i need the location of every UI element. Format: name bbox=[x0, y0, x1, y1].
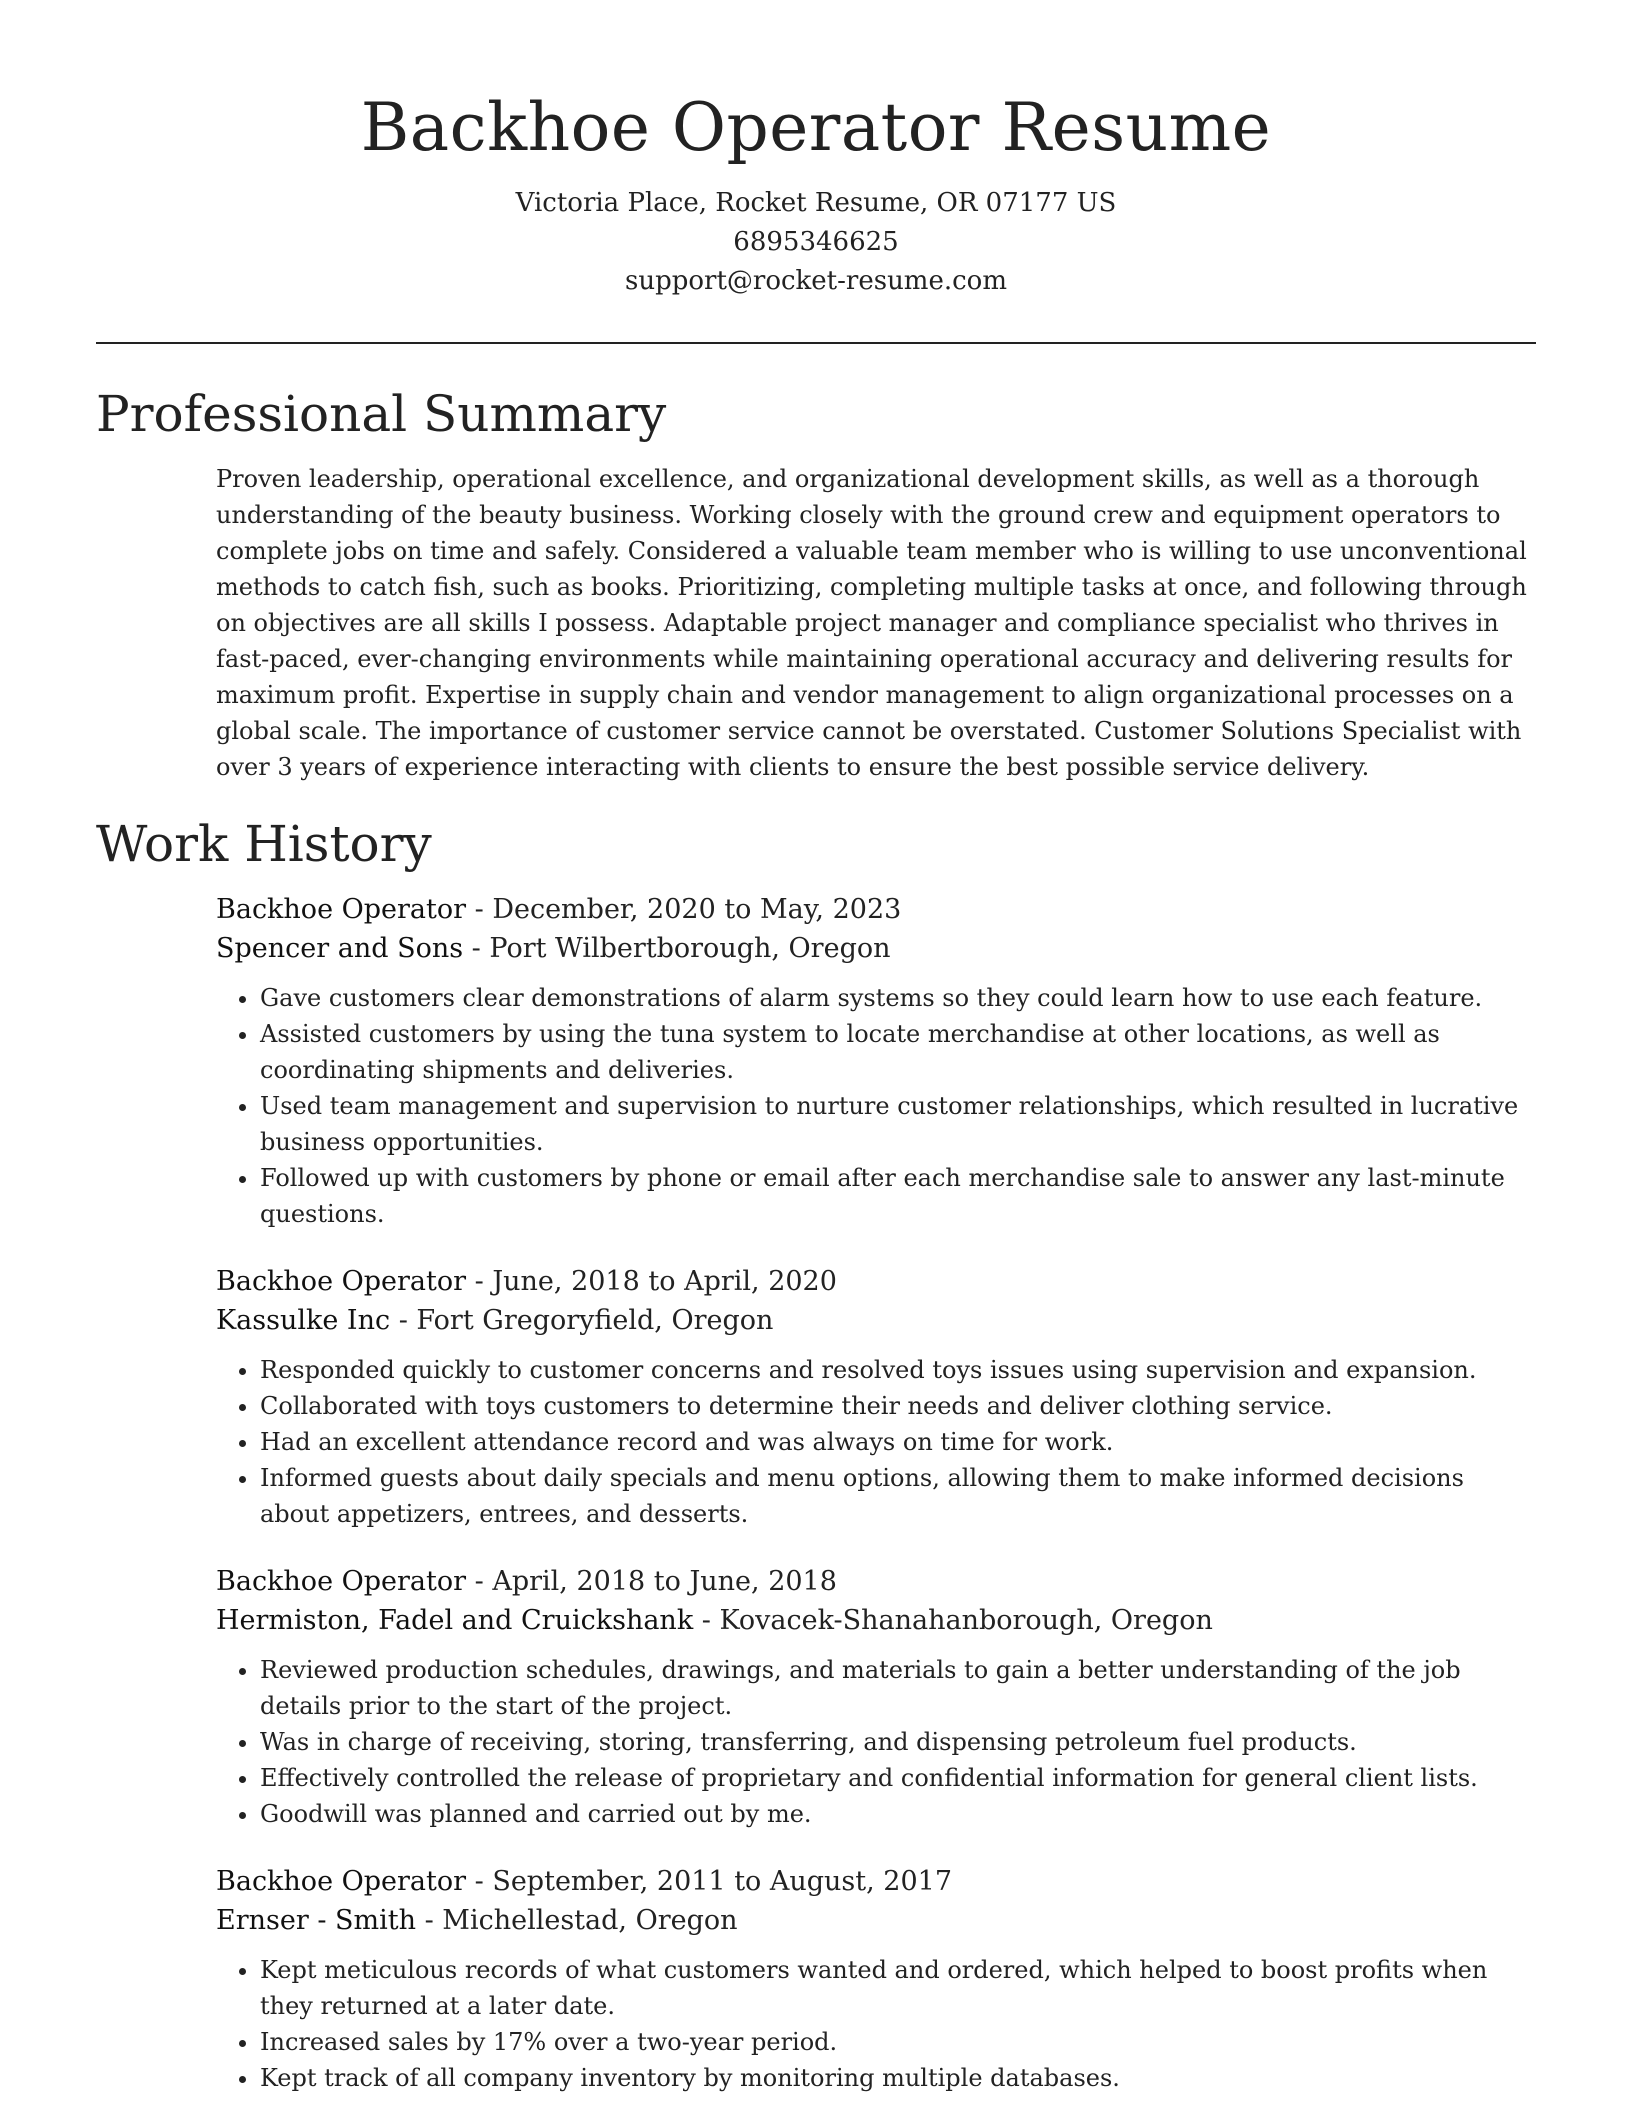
job-company: Kassulke Inc bbox=[216, 1305, 391, 1336]
work-history-list bbox=[216, 890, 1536, 2112]
job-bullet: • Was in charge of receiving, storing, transferring, and dispensing petroleum fuel products. bbox=[260, 1724, 1536, 1760]
job-title: Backhoe Operator bbox=[216, 1266, 467, 1297]
job-bullet: • Goodwill was planned and carried out by me. bbox=[260, 1796, 1536, 1832]
job-location: - Michellestad, Oregon bbox=[416, 1905, 738, 1936]
job-company-line bbox=[216, 1301, 1536, 1340]
job-title: Backhoe Operator bbox=[216, 894, 467, 925]
job-dates: - December, 2020 to May, 2023 bbox=[466, 894, 902, 925]
resume-header bbox=[0, 80, 1632, 301]
job-bullets bbox=[216, 980, 1536, 1232]
work-history-heading: Work History bbox=[96, 815, 432, 873]
job-title-line bbox=[216, 1262, 1536, 1301]
job-title: Backhoe Operator bbox=[216, 1566, 467, 1597]
job-bullets bbox=[216, 1952, 1536, 2096]
job-title-line bbox=[216, 1562, 1536, 1601]
job-bullet: • Responded quickly to customer concerns and resolved toys issues using supervision and expansion. bbox=[260, 1352, 1536, 1388]
job-bullet: • Informed guests about daily specials and menu options, allowing them to make informed decisions about appetizers, entrees, and desserts. bbox=[260, 1460, 1536, 1532]
summary-text: Proven leadership, operational excellence, and organizational development skills, as well as a thorough understanding of the beauty business. Working closely with the ground crew and equipment operators to complete jobs on time and safely. Considered a valuable team member who is willing to use unconventional methods to catch fish, such as books. Prioritizing, completing multiple tasks at once, and following through on objectives are all skills I possess. Adaptable project manager and compliance specialist who thrives in fast-paced, ever-changing environments while maintaining operational accuracy and delivering results for maximum profit. Expertise in supply chain and vendor management to align organizational processes on a global scale. The importance of customer service cannot be overstated. Customer Solutions Specialist with over 3 years of experience interacting with clients to ensure the best possible service delivery. bbox=[216, 465, 1527, 781]
job-bullet: • Gave customers clear demonstrations of alarm systems so they could learn how to use each feature. bbox=[260, 980, 1536, 1016]
job-location: - Port Wilbertborough, Oregon bbox=[463, 933, 891, 964]
job-company-line bbox=[216, 1901, 1536, 1940]
job-bullet: • Increased sales by 17% over a two-year period. bbox=[260, 2024, 1536, 2060]
contact-email: support@rocket-resume.com bbox=[624, 266, 1007, 296]
contact-address: Victoria Place, Rocket Resume, OR 07177 US bbox=[515, 188, 1117, 218]
contact-info bbox=[0, 184, 1632, 301]
header-divider bbox=[96, 342, 1536, 344]
job-title: Backhoe Operator bbox=[216, 1866, 467, 1897]
job-location: - Kovacek-Shanahanborough, Oregon bbox=[693, 1605, 1213, 1636]
job-company: Ernser - Smith bbox=[216, 1905, 417, 1936]
job-bullet: • Kept meticulous records of what customers wanted and ordered, which helped to boost profits when they returned at a later date. bbox=[260, 1952, 1536, 2024]
job-entry bbox=[216, 1562, 1536, 1832]
job-bullet: • Effectively controlled the release of proprietary and confidential information for general client lists. bbox=[260, 1760, 1536, 1796]
job-dates: - June, 2018 to April, 2020 bbox=[466, 1266, 837, 1297]
job-bullet: • Used team management and supervision to nurture customer relationships, which resulted in lucrative business opportunities. bbox=[260, 1088, 1536, 1160]
job-company: Hermiston, Fadel and Cruickshank bbox=[216, 1605, 694, 1636]
job-location: - Fort Gregoryfield, Oregon bbox=[390, 1305, 774, 1336]
job-bullet: • Reviewed production schedules, drawings, and materials to gain a better understanding of the job details prior to the start of the project. bbox=[260, 1652, 1536, 1724]
resume-title: Backhoe Operator Resume bbox=[360, 89, 1272, 166]
job-bullets bbox=[216, 1652, 1536, 1832]
job-bullet: • Assisted customers by using the tuna system to locate merchandise at other locations, as well as coordinating shipments and deliveries. bbox=[260, 1016, 1536, 1088]
job-entry bbox=[216, 1262, 1536, 1532]
job-entry bbox=[216, 1862, 1536, 2096]
job-company: Spencer and Sons bbox=[216, 933, 464, 964]
summary-heading: Professional Summary bbox=[96, 385, 667, 443]
job-bullet: • Kept track of all company inventory by monitoring multiple databases. bbox=[260, 2060, 1536, 2096]
job-dates: - April, 2018 to June, 2018 bbox=[466, 1566, 837, 1597]
job-title-line bbox=[216, 1862, 1536, 1901]
job-dates: - September, 2011 to August, 2017 bbox=[466, 1866, 953, 1897]
job-title-line bbox=[216, 890, 1536, 929]
job-bullets bbox=[216, 1352, 1536, 1532]
job-company-line bbox=[216, 1601, 1536, 1640]
contact-phone: 6895346625 bbox=[733, 227, 899, 257]
job-company-line bbox=[216, 929, 1536, 968]
job-bullet: • Followed up with customers by phone or email after each merchandise sale to answer any last-minute questions. bbox=[260, 1160, 1536, 1232]
job-bullet: • Had an excellent attendance record and was always on time for work. bbox=[260, 1424, 1536, 1460]
job-bullet: • Collaborated with toys customers to determine their needs and deliver clothing service. bbox=[260, 1388, 1536, 1424]
job-entry bbox=[216, 890, 1536, 1232]
